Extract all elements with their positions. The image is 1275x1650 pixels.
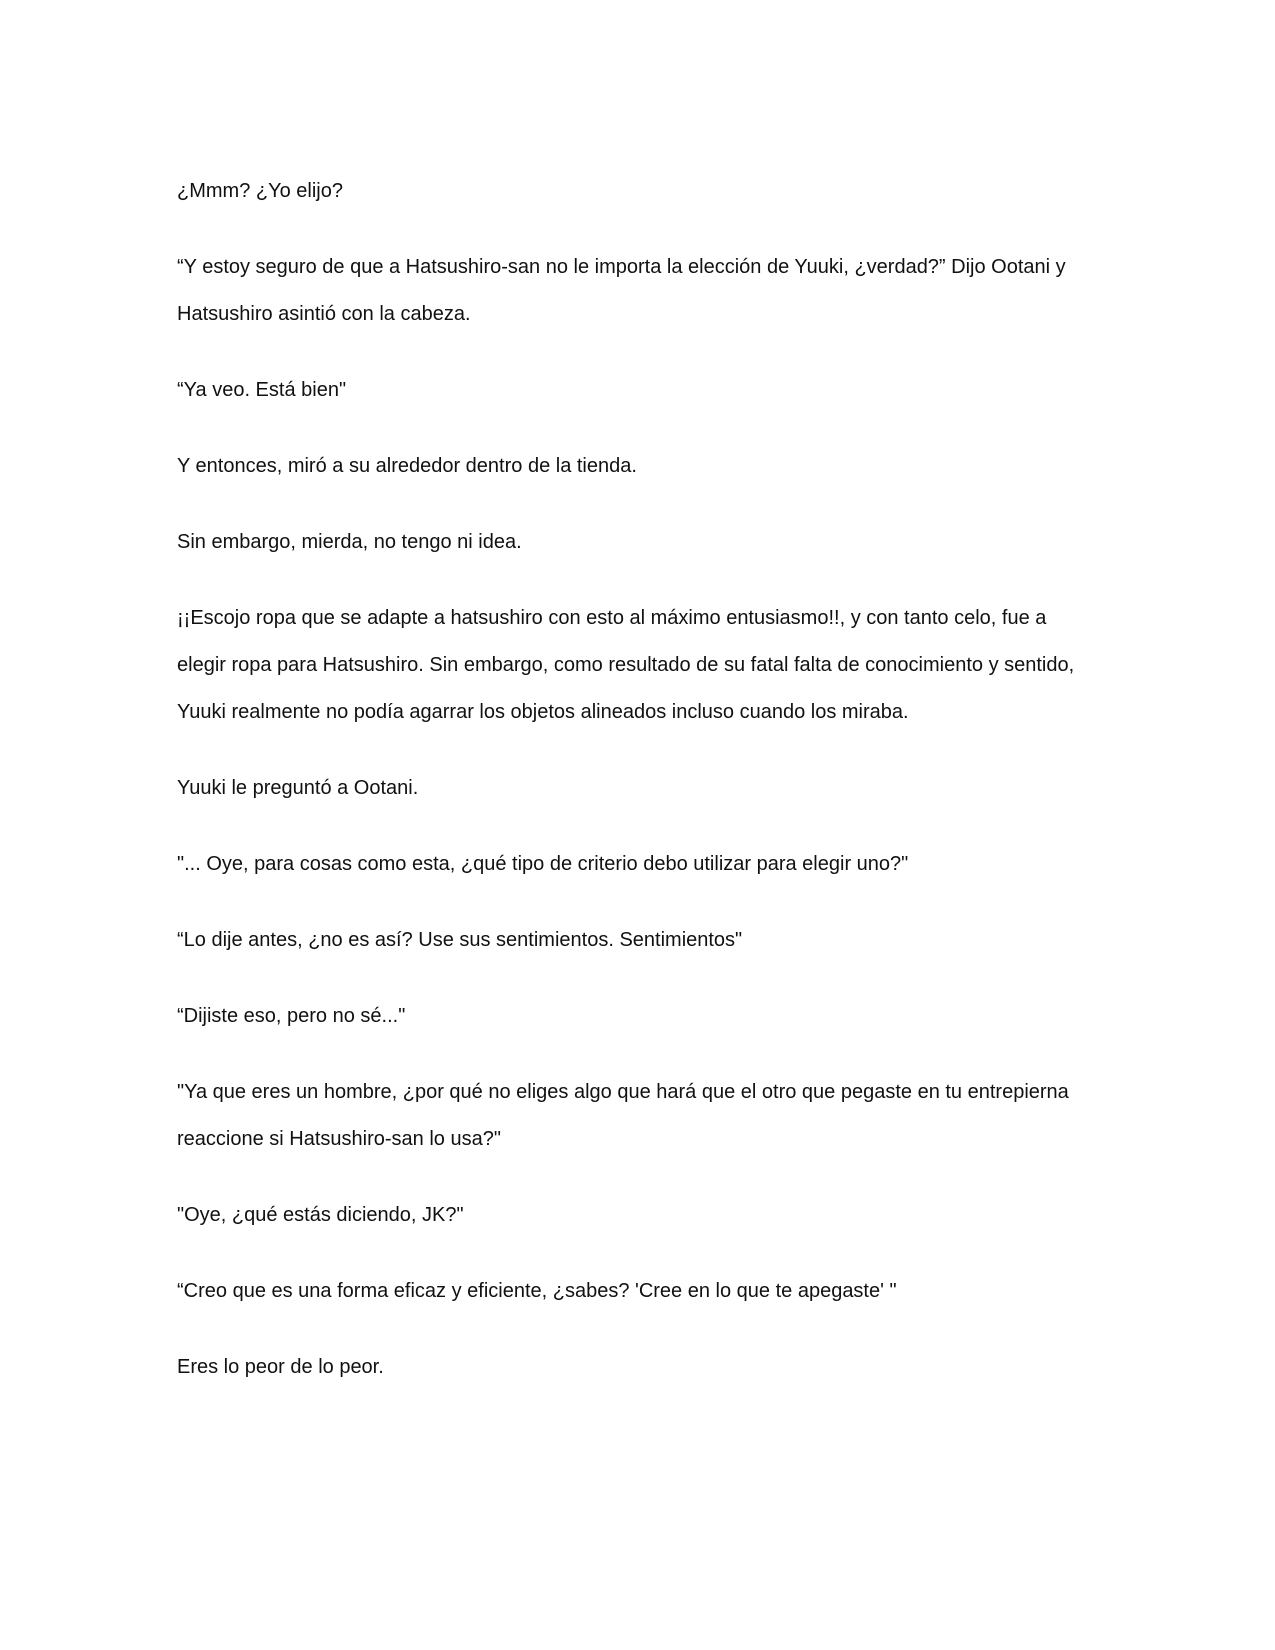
paragraph-9: “Lo dije antes, ¿no es así? Use sus sentimientos. Sentimientos" <box>177 929 743 951</box>
paragraph-1: ¿Mmm? ¿Yo elijo? <box>177 180 343 202</box>
paragraph-13: “Creo que es una forma eficaz y eficiente, ¿sabes? 'Cree en lo que te apegaste' " <box>177 1280 897 1302</box>
paragraph-10: “Dijiste eso, pero no sé..." <box>177 1005 406 1027</box>
paragraph-12: "Oye, ¿qué estás diciendo, JK?" <box>177 1204 464 1226</box>
paragraph-6: ¡¡Escojo ropa que se adapte a hatsushiro con esto al máximo entusiasmo!!, y con tanto celo, fue a elegir ropa para Hatsushiro. Sin embargo, como resultado de su fatal falta de conocimiento y sentido, Yuuki realmente no podía agarrar los objetos alineados incluso cuando los miraba. <box>177 607 1075 723</box>
paragraph-7: Yuuki le preguntó a Ootani. <box>177 777 419 799</box>
text-body <box>177 168 1097 1420</box>
paragraph-3: “Ya veo. Está bien" <box>177 379 347 401</box>
paragraph-8: "... Oye, para cosas como esta, ¿qué tipo de criterio debo utilizar para elegir uno?" <box>177 853 909 875</box>
paragraph-4: Y entonces, miró a su alrededor dentro de la tienda. <box>177 455 637 477</box>
paragraph-5: Sin embargo, mierda, no tengo ni idea. <box>177 531 522 553</box>
paragraph-14: Eres lo peor de lo peor. <box>177 1356 384 1378</box>
paragraph-2: “Y estoy seguro de que a Hatsushiro-san no le importa la elección de Yuuki, ¿verdad?” Dijo Ootani y Hatsushiro asintió con la cabeza. <box>177 256 1066 325</box>
paragraph-11: "Ya que eres un hombre, ¿por qué no eliges algo que hará que el otro que pegaste en tu entrepierna reaccione si Hatsushiro-san lo usa?" <box>177 1081 1069 1150</box>
